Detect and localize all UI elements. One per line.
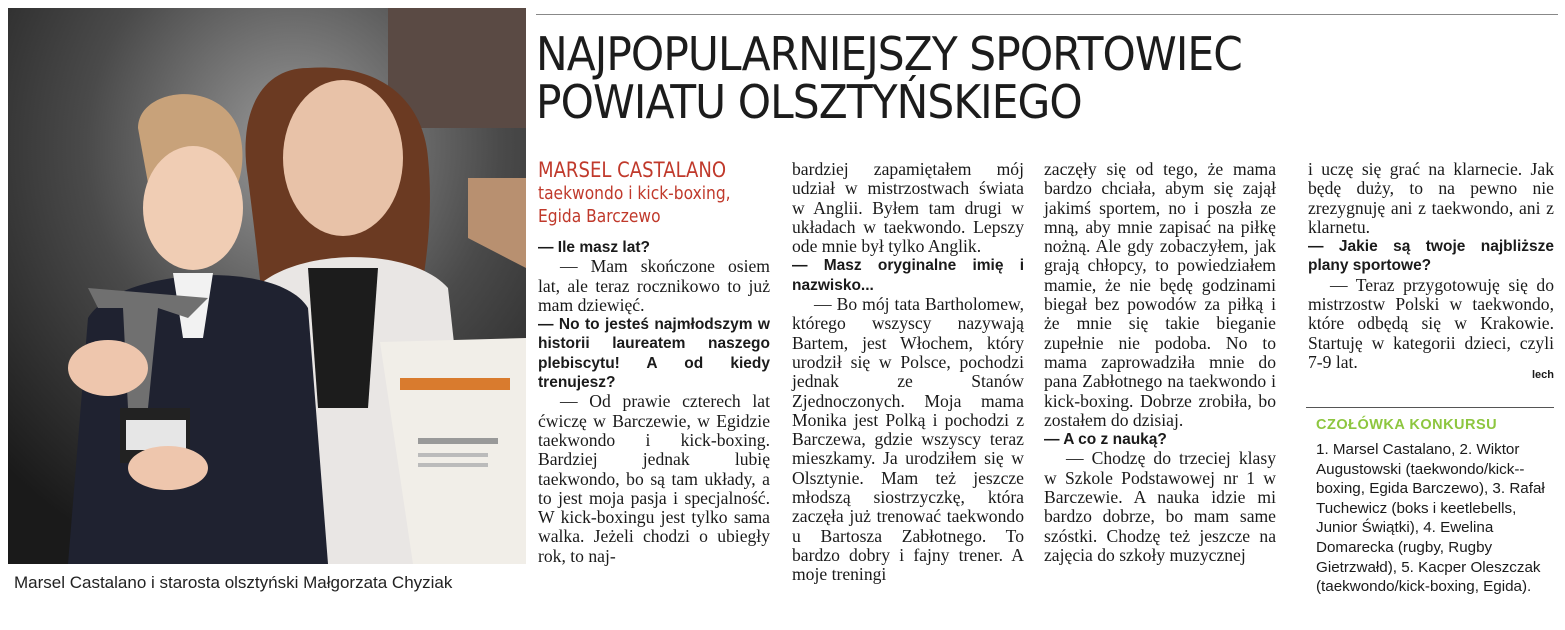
interview-question: — Jakie są twoje najbliższe plany sportowe? <box>1308 238 1554 275</box>
byline-discipline: taekwondo i kick-boxing, <box>538 183 731 204</box>
byline-club: Egida Barczewo <box>538 206 661 227</box>
interview-answer: — Chodzę do trzeciej klasy w Szkole Podstawowej nr 1 w Barczewie. A nauka idzie mi bardzo dobrze, bo mam same szóstki. Chodzę też jeszcze na zajęcia do szkoły muzycznej <box>1044 448 1276 565</box>
interview-answer: — Teraz przygotowuję się do mistrzostw Polski w taekwondo, które odbędą się w Krakowie. Startuję w kategorii dzieci, czyli 7-9 lat. <box>1308 274 1554 372</box>
article-column-2 <box>792 160 1024 585</box>
interview-question: — A co z nauką? <box>1044 431 1167 449</box>
interview-question: — Ile masz lat? <box>538 239 650 256</box>
article-column-1 <box>538 158 770 566</box>
interview-answer: bardziej zapamiętałem mój udział w mistrzostwach świata w Anglii. Byłem tam drugi w układach w taekwondo. Lepszy ode mnie był tylko Anglik. <box>792 159 1024 257</box>
photo-illustration <box>8 8 526 564</box>
interview-answer: i uczę się grać na klarnecie. Jak będę duży, to na pewno nie zrezygnuję ani z taekwondo, ani z klarnetu. <box>1308 159 1554 237</box>
interview-answer: — Od prawie czterech lat ćwiczę w Barczewie, w Egidzie taekwondo i kick-boxing. Bardziej jednak lubię taekwondo, bo są tam układy, a to jest moja pasja i specjalność. W kick-boxingu jest tylko sama walka. Jeżeli chodzi o ubiegły rok, to naj- <box>538 391 770 566</box>
sidebar-heading: CZOŁÓWKA KONKURSU <box>1316 417 1498 433</box>
article-column-4 <box>1308 160 1554 386</box>
article-headline: NAJPOPULARNIEJSZY SPORTOWIEC POWIATU OLSZTYŃSKIEGO <box>536 27 1242 129</box>
sidebar-ranking: 1. Marsel Castalano, 2. Wiktor Augustowski (taekwondo/kick--boxing, Egida Barczewo), 3. Rafał Tuchewicz (boks i keetlebells, Junior Świątki), 4. Ewelina Domarecka (rugby, Rugby Gietrzwałd), 5. Kacper Oleszczak (taekwondo/kick-boxing, Egida). <box>1316 441 1545 596</box>
photo-caption: Marsel Castalano i starosta olsztyński Małgorzata Chyziak <box>14 573 453 592</box>
top-rule <box>536 14 1558 15</box>
interview-question: — Masz oryginalne imię i nazwisko... <box>792 257 1024 294</box>
sidebar-rule <box>1306 407 1554 408</box>
article-photo <box>8 8 526 564</box>
article-column-3 <box>1044 160 1276 565</box>
author-signature: lech <box>1531 369 1554 382</box>
byline <box>538 158 770 228</box>
interview-question: — No to jesteś najmłodszym w historii laureatem naszego plebiscytu! A od kiedy trenujesz? <box>538 316 770 392</box>
interview-answer: — Mam skończone osiem lat, ale teraz rocznikowo to już mam dziewięć. <box>538 256 770 315</box>
interview-answer: zaczęły się od tego, że mama bardzo chciała, abym się zajął jakimś sportem, no i poszła ze mną, aby mnie zapisać na piłkę nożną. Ale gdy zobaczyłem, jak grają chłopcy, to powiedziałem mamie, że nie będę godzinami biegał bez powodów za piłką i że mnie się takie bieganie zupełnie nie podoba. No to mama zaprowadziła mnie do pana Zabłotnego na taekwondo i kick-boxing. Dobrze zrobiła, bo zostałem do dzisiaj. <box>1044 159 1276 430</box>
interview-answer: — Bo mój tata Bartholomew, którego wszyscy nazywają Bartem, jest Włochem, który urodził się w Polsce, pochodzi jednak ze Stanów Zjednoczonych. Moja mama Monika jest Polką i pochodzi z Barczewa, gdzie wszyscy teraz mieszkamy. Ja urodziłem się w Olsztynie. Mam też jeszcze młodszą siostrzyczkę, która zaczęła już trenować taekwondo u Bartosza Zabłotnego. To bardzo dobry i fajny trener. A moje treningi <box>792 294 1024 585</box>
byline-name: MARSEL CASTALANO <box>538 158 727 182</box>
